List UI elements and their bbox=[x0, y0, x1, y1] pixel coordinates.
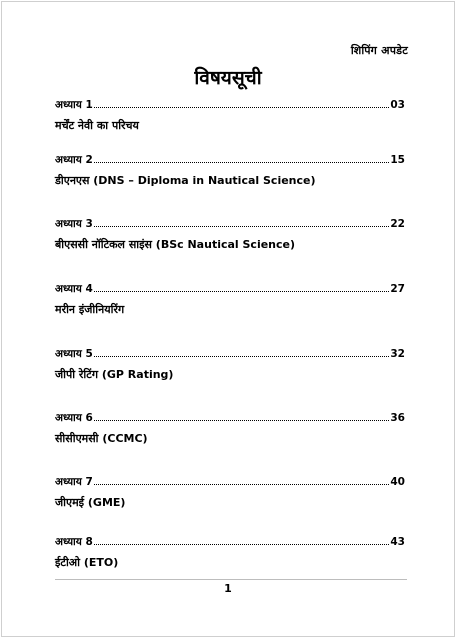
toc-entry[interactable] bbox=[55, 282, 405, 317]
toc-title: विषयसूची bbox=[194, 67, 262, 89]
toc-entry[interactable] bbox=[55, 475, 405, 510]
page-ref: 43 bbox=[390, 536, 405, 548]
chapter-label: अध्याय 5 bbox=[55, 348, 93, 360]
chapter-title: जीपी रेटिंग (GP Rating) bbox=[55, 368, 174, 381]
page-number: 1 bbox=[224, 582, 232, 595]
chapter-label: अध्याय 4 bbox=[55, 283, 93, 295]
toc-entry[interactable] bbox=[55, 535, 405, 570]
toc-entry[interactable] bbox=[55, 347, 405, 382]
dot-leader bbox=[94, 162, 390, 163]
footer-divider bbox=[55, 579, 407, 580]
page-ref: 22 bbox=[390, 218, 405, 230]
dot-leader bbox=[94, 291, 390, 292]
chapter-label: अध्याय 2 bbox=[55, 154, 93, 166]
toc-entry[interactable] bbox=[55, 217, 405, 252]
chapter-title: जीएमई (GME) bbox=[55, 496, 126, 509]
chapter-title: मरीन इंजीनियरिंग bbox=[55, 303, 125, 316]
chapter-title: बीएससी नॉटिकल साइंस (BSc Nautical Science) bbox=[55, 238, 296, 251]
chapter-label: अध्याय 1 bbox=[55, 99, 93, 111]
running-header: शिपिंग अपडेट bbox=[350, 44, 408, 57]
toc-entry[interactable] bbox=[55, 411, 405, 446]
page-ref: 15 bbox=[390, 154, 405, 166]
chapter-title: मर्चेंट नेवी का परिचय bbox=[55, 119, 139, 132]
toc-entry[interactable] bbox=[55, 98, 405, 133]
dot-leader bbox=[94, 356, 390, 357]
chapter-title: ईटीओ (ETO) bbox=[55, 556, 119, 569]
dot-leader bbox=[94, 420, 390, 421]
chapter-label: अध्याय 3 bbox=[55, 218, 93, 230]
dot-leader bbox=[94, 484, 390, 485]
toc-entry[interactable] bbox=[55, 153, 405, 188]
document-page bbox=[1, 1, 455, 637]
dot-leader bbox=[94, 544, 390, 545]
page-ref: 40 bbox=[390, 476, 405, 488]
chapter-label: अध्याय 7 bbox=[55, 476, 93, 488]
chapter-title: डीएनएस (DNS – Diploma in Nautical Science) bbox=[55, 174, 316, 187]
chapter-label: अध्याय 6 bbox=[55, 412, 93, 424]
chapter-label: अध्याय 8 bbox=[55, 536, 93, 548]
dot-leader bbox=[94, 226, 390, 227]
page-ref: 03 bbox=[390, 99, 405, 111]
chapter-title: सीसीएमसी (CCMC) bbox=[55, 432, 148, 445]
page-ref: 32 bbox=[390, 348, 405, 360]
page-ref: 36 bbox=[390, 412, 405, 424]
dot-leader bbox=[94, 107, 390, 108]
page-ref: 27 bbox=[390, 283, 405, 295]
